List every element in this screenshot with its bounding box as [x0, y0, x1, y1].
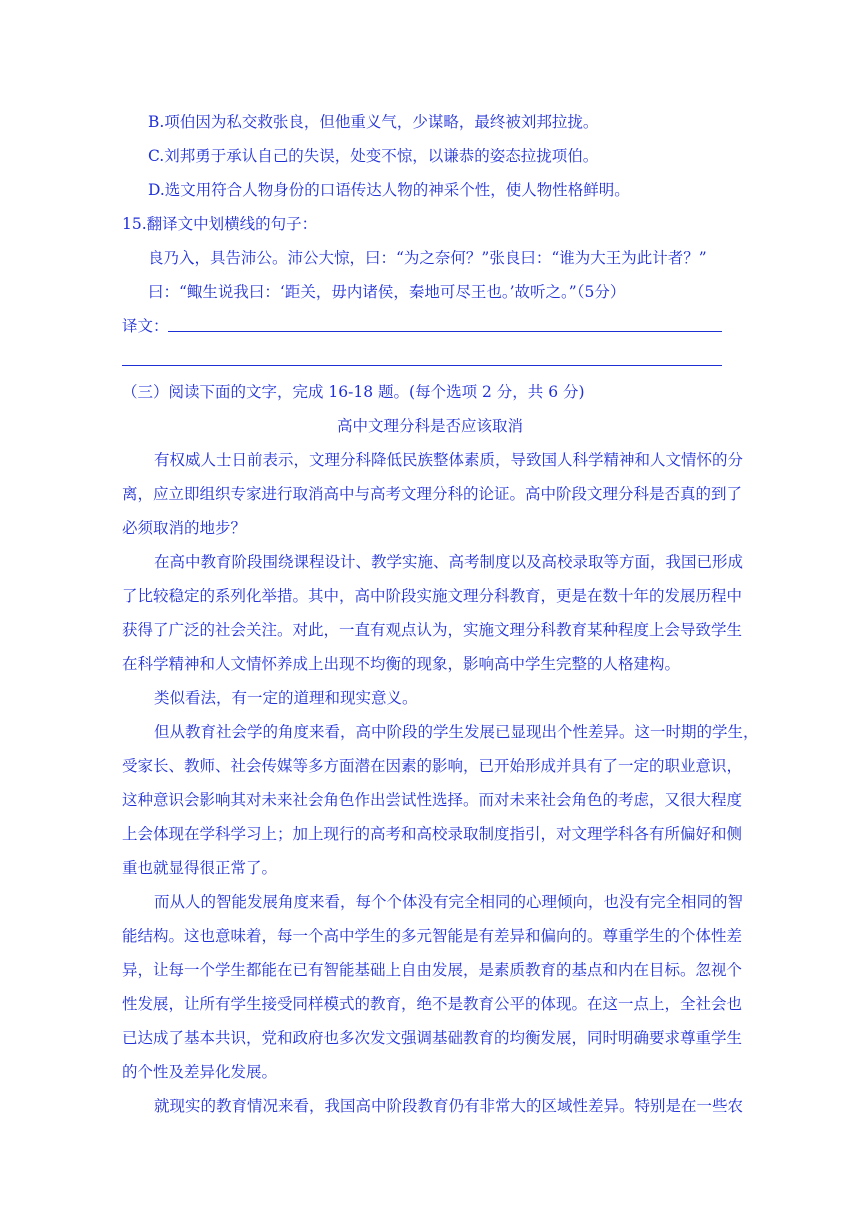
paragraph-line: 在科学精神和人文情怀养成上出现不均衡的现象，影响高中学生完整的人格建构。 — [122, 655, 681, 673]
paragraph-line: 上会体现在学科学习上；加上现行的高考和高校录取制度指引，对文理学科各有所偏好和侧 — [122, 825, 743, 843]
paragraph-line: 受家长、教师、社会传媒等多方面潜在因素的影响，已开始形成并具有了一定的职业意识， — [122, 757, 743, 775]
article-title: 高中文理分科是否应该取消 — [336, 417, 523, 435]
paragraph-line: 离，应立即组织专家进行取消高中与高考文理分科的论证。高中阶段文理分科是否真的到了 — [122, 485, 743, 503]
option-c: C.刘邦勇于承认自己的失误，处变不惊，以谦恭的姿态拉拢项伯。 — [148, 147, 599, 165]
paragraph-line: 获得了广泛的社会关注。对此，一直有观点认为，实施文理分科教育某种程度上会导致学生 — [122, 621, 743, 639]
paragraph-line: 异，让每一个学生都能在已有智能基础上自由发展，是素质教育的基点和内在目标。忽视个 — [122, 961, 743, 979]
paragraph-line: 了比较稳定的系列化举措。其中，高中阶段实施文理分科教育，更是在数十年的发展历程中 — [122, 587, 743, 605]
paragraph-line: 的个性及差异化发展。 — [122, 1063, 278, 1081]
paragraph-line: 已达成了基本共识，党和政府也多次发文强调基础教育的均衡发展，同时明确要求尊重学生 — [122, 1029, 743, 1047]
paragraph-line: 类似看法，有一定的道理和现实意义。 — [154, 689, 418, 707]
answer-line-2[interactable] — [122, 365, 722, 366]
answer-line-1[interactable] — [168, 331, 722, 332]
paragraph-line: 能结构。这也意味着，每一个高中学生的多元智能是有差异和偏向的。尊重学生的个体性差 — [122, 927, 743, 945]
paragraph-line: 性发展，让所有学生接受同样模式的教育，绝不是教育公平的体现。在这一点上，全社会也 — [122, 995, 743, 1013]
option-b: B.项伯因为私交救张良，但他重义气，少谋略，最终被刘邦拉拢。 — [148, 113, 599, 131]
question-15-heading: 15.翻译文中划横线的句子： — [122, 215, 318, 233]
question-15-line-2: 曰：“鲰生说我曰：‘距关，毋内诸侯，秦地可尽王也。’故听之。”（5分） — [148, 283, 626, 301]
paragraph-line: 有权威人士日前表示，文理分科降低民族整体素质，导致国人科学精神和人文情怀的分 — [154, 451, 744, 469]
question-15-line-1: 良乃入，具告沛公。沛公大惊，曰：“为之奈何？”张良曰：“谁为大王为此计者？” — [148, 249, 707, 267]
paragraph-line: 但从教育社会学的角度来看，高中阶段的学生发展已显现出个性差异。这一时期的学生， — [154, 723, 759, 741]
paragraph-line: 而从人的智能发展角度来看，每个个体没有完全相同的心理倾向，也没有完全相同的智 — [154, 893, 744, 911]
paragraph-line: 必须取消的地步？ — [122, 519, 247, 537]
paragraph-line: 重也就显得很正常了。 — [122, 859, 278, 877]
paragraph-line: 在高中教育阶段围绕课程设计、教学实施、高考制度以及高校录取等方面，我国已形成 — [154, 553, 744, 571]
option-d: D.选文用符合人物身份的口语传达人物的神采个性，使人物性格鲜明。 — [148, 181, 630, 199]
answer-label: 译文： — [122, 317, 169, 335]
paragraph-line: 就现实的教育情况来看，我国高中阶段教育仍有非常大的区域性差异。特别是在一些农 — [154, 1097, 744, 1115]
paragraph-line: 这种意识会影响其对未来社会角色作出尝试性选择。而对未来社会角色的考虑，又很大程度 — [122, 791, 743, 809]
section-3-heading: （三）阅读下面的文字，完成 16-18 题。(每个选项 2 分，共 6 分) — [122, 383, 585, 401]
